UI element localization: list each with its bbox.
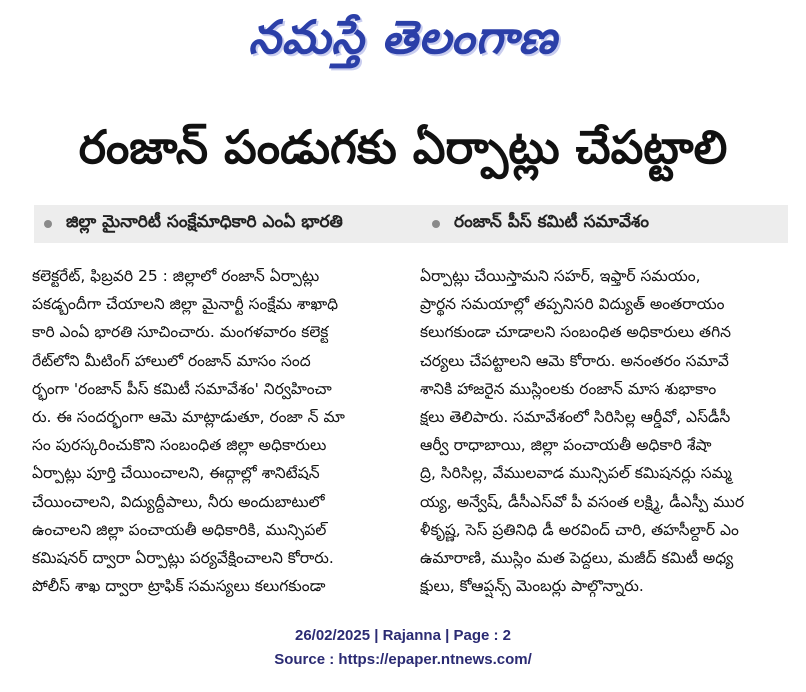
body-line: కారి ఎంఏ భారతి సూచించారు. మంగళవారం కలెక్ట bbox=[32, 323, 329, 342]
subheading-item bbox=[34, 212, 432, 236]
body-line: ళీకృష్ణ, సెస్ ప్రతినిధి డీ అరవింద్ చారి, తహసీల్దార్ ఎం bbox=[420, 520, 739, 539]
body-line: క్షులు, కోఆప్షన్స్ మెంబర్లు పాల్గొన్నారు. bbox=[420, 577, 644, 596]
body-line: పోలీస్ శాఖ ద్వారా ట్రాఫిక్ సమస్యలు కలుగకుండా bbox=[32, 577, 326, 596]
body-line: ఉమారాణి, ముస్లిం మత పెద్దలు, మజీద్ కమిటీ అధ్య bbox=[420, 549, 734, 568]
newspaper-logo: నమస్తే తెలంగాణ bbox=[248, 10, 558, 64]
body-line: ద్రి, సిరిసిల్ల, వేములవాడ మున్సిపల్ కమిషనర్లు సమ్మ bbox=[420, 464, 732, 483]
body-line: కలుగకుండా చూడాలని సంబంధిత అధికారులు తగిన bbox=[420, 323, 732, 342]
body-line: క్షలు తెలిపారు. సమావేశంలో సిరిసిల్ల ఆర్డీవో, ఎస్‌డీసీ bbox=[420, 408, 731, 427]
subheading-item bbox=[432, 212, 649, 236]
subheading-bar bbox=[34, 205, 788, 243]
body-line: కలెక్టరేట్, ఫిబ్రవరి 25 : జిల్లాలో రంజాన్ ఏర్పాట్లు bbox=[32, 267, 320, 285]
body-line: య్య, అన్వేష్, డీసీఎస్‌వో పీ వసంత లక్ష్మి, డీఎస్పీ ముర bbox=[420, 492, 745, 511]
body-line: ఆర్వీ రాధాబాయి, జిల్లా పంచాయతీ అధికారి శేషా bbox=[420, 436, 712, 455]
article-column-right bbox=[420, 262, 792, 600]
page-footer bbox=[0, 624, 806, 672]
body-line: ర్భంగా 'రంజాన్ పీస్ కమిటీ సమావేశం' నిర్వహించా bbox=[32, 379, 332, 398]
article-headline: రంజాన్ పండుగకు ఏర్పాట్లు చేపట్టాలి bbox=[78, 120, 728, 174]
edition-info: 26/02/2025 | Rajanna | Page : 2 bbox=[294, 627, 511, 644]
subheading-text: రంజాన్ పీస్ కమిటీ సమావేశం bbox=[454, 212, 649, 232]
body-line: చేయించాలని, విద్యుద్దీపాలు, నీరు అందుబాటులో bbox=[32, 492, 325, 511]
body-line: ఏర్పాట్లు చేయిస్తామని సహర్, ఇఫ్తార్ సమయం, bbox=[420, 267, 701, 285]
body-line: ప్రార్థన సమయాల్లో తప్పనిసరి విద్యుత్ అంతరాయం bbox=[420, 295, 725, 314]
article-column-left bbox=[32, 262, 404, 600]
body-line: రేట్‌లోని మీటింగ్ హాలులో రంజాన్ మాసం సంద bbox=[32, 351, 311, 370]
bullet-icon bbox=[432, 220, 440, 228]
body-line: పకడ్బందీగా చేయాలని జిల్లా మైనార్టీ సంక్షేమ శాఖాధి bbox=[32, 295, 339, 314]
body-line: చర్యలు చేపట్టాలని ఆమె కోరారు. అనంతరం సమావే bbox=[420, 351, 729, 370]
body-line: సం పురస్కరించుకొని సంబంధిత జిల్లా అధికారులు bbox=[32, 436, 327, 455]
source-link[interactable]: https://epaper.ntnews.com/ bbox=[338, 651, 532, 668]
body-line: ఏర్పాట్లు పూర్తి చేయించాలని, ఈద్గాల్లో శానిటేషన్ bbox=[32, 464, 320, 483]
body-line: శానికి హాజరైన ముస్లింలకు రంజాన్ మాస శుభాకాం bbox=[420, 379, 717, 398]
bullet-icon bbox=[44, 220, 52, 228]
masthead bbox=[0, 0, 806, 74]
body-line: రు. ఈ సందర్భంగా ఆమె మాట్లాడుతూ, రంజా న్ మా bbox=[32, 408, 345, 427]
source-label: Source : bbox=[274, 651, 339, 668]
source-line bbox=[0, 648, 806, 672]
body-line: ఉంచాలని జిల్లా పంచాయతీ అధికారికి, మున్సిపల్ bbox=[32, 520, 327, 539]
subheading-text: జిల్లా మైనారిటీ సంక్షేమాధికారి ఎంఏ భారతి bbox=[66, 212, 343, 232]
body-line: కమిషనర్ ద్వారా ఏర్పాట్లు పర్యవేక్షించాలని కోరారు. bbox=[32, 549, 334, 568]
